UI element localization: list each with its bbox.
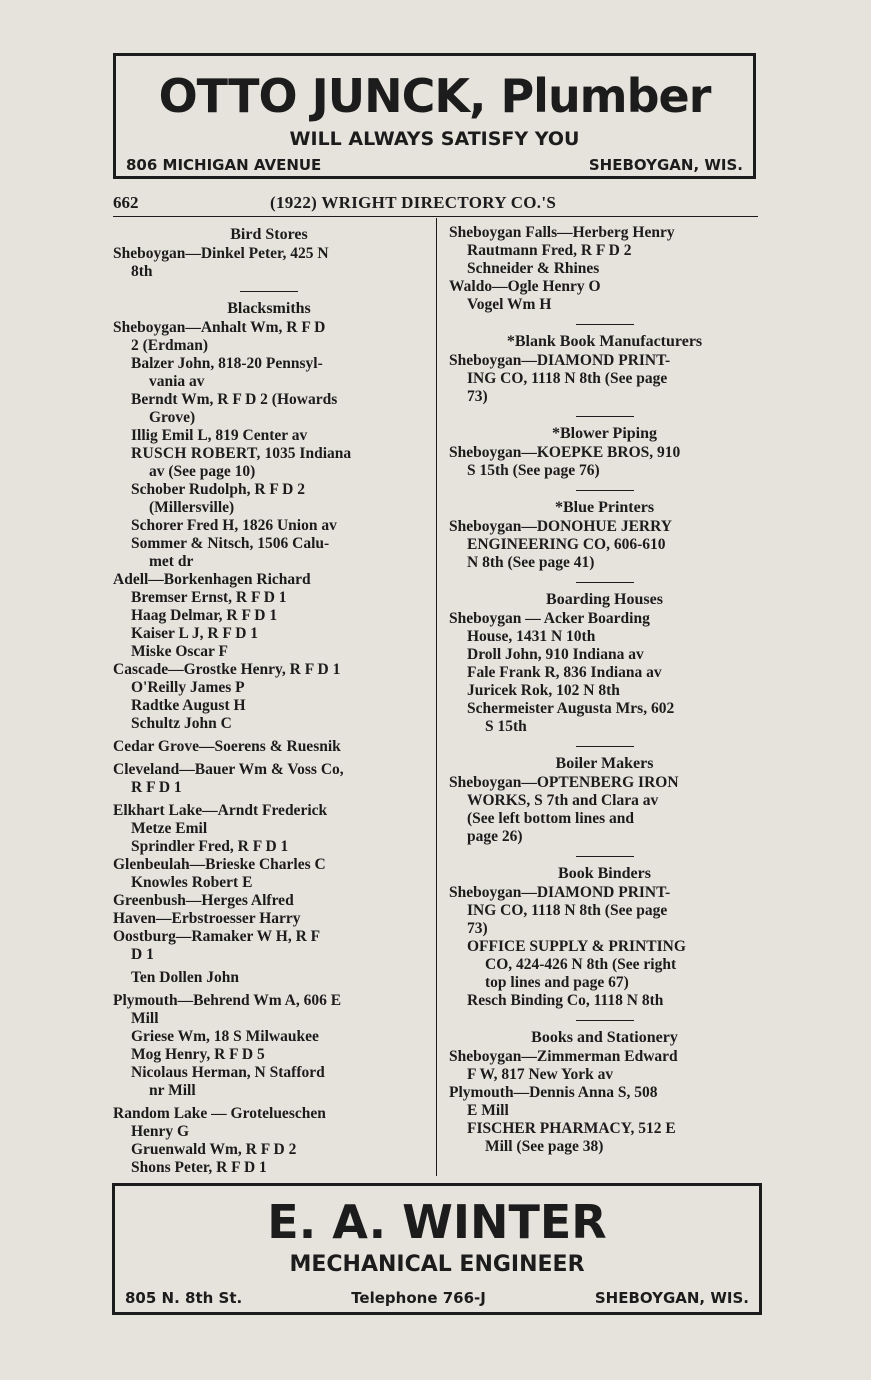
directory-entry xyxy=(113,738,425,756)
entry-line: Random Lake — Groteluesche​n xyxy=(113,1105,326,1122)
entry-line: page 26) xyxy=(467,828,523,845)
entry-line: Schober Rudolph, R F D 2 xyxy=(131,481,305,498)
directory-entry xyxy=(113,856,425,874)
ad-address-row xyxy=(116,156,753,174)
section-separator xyxy=(576,490,634,491)
directory-entry xyxy=(449,938,760,992)
section-heading: *Blue Printers xyxy=(554,499,655,516)
entry-line: Elkhart Lake—Arndt Frederick xyxy=(113,802,328,819)
entry-line: Sheboygan—DIAMOND PRINT- xyxy=(449,884,671,901)
directory-entry xyxy=(113,427,425,445)
directory-entry xyxy=(113,761,425,797)
section-heading: Bird Stores xyxy=(230,226,308,243)
entry-line: WORKS, S 7th and Clara av xyxy=(467,792,659,809)
directory-entry xyxy=(449,242,760,260)
directory-entry xyxy=(449,992,760,1010)
entry-line: Sheboygan Falls—Herberg Henry xyxy=(449,224,675,241)
entry-line: R F D 1 xyxy=(131,779,182,796)
entry-line: Kaiser L J, R F D 1 xyxy=(131,625,259,642)
right-column xyxy=(449,224,760,1156)
directory-entry xyxy=(113,928,425,964)
directory-entry xyxy=(113,697,425,715)
directory-entry xyxy=(113,391,425,427)
section-heading: *Blank Book Manufacturers xyxy=(506,333,703,350)
directory-entry xyxy=(113,838,425,856)
entry-line: Ten Dollen John xyxy=(131,969,239,986)
entry-line: Rautmann Fred, R F D 2 xyxy=(467,242,632,259)
entry-line: Vogel Wm H xyxy=(467,296,552,313)
ad-contact-row xyxy=(115,1289,759,1307)
section-heading: Boiler Makers xyxy=(555,755,654,772)
ad-telephone: Telephone 766-J xyxy=(351,1289,486,1307)
section-separator xyxy=(576,324,634,325)
directory-entry xyxy=(113,517,425,535)
directory-entry xyxy=(449,278,760,296)
directory-entry xyxy=(113,715,425,733)
directory-entry xyxy=(113,535,425,571)
entry-line: Adell—Borkenhagen Richard xyxy=(113,571,311,588)
entry-line: Radtke August H xyxy=(131,697,246,714)
entry-line: N 8th (See page 41) xyxy=(467,554,595,571)
bottom-advertisement xyxy=(112,1183,762,1315)
directory-entry xyxy=(113,820,425,838)
section-separator xyxy=(576,416,634,417)
ad-city: SHEBOYGAN, WIS. xyxy=(594,1289,749,1307)
section-separator xyxy=(576,1020,634,1021)
entry-line: Mill (See page 38) xyxy=(485,1138,604,1155)
entry-line: Shons Peter, R F D 1 xyxy=(131,1159,267,1176)
directory-entry xyxy=(449,352,760,406)
directory-entry xyxy=(113,355,425,391)
entry-line: met dr xyxy=(149,553,194,570)
directory-entry xyxy=(449,700,760,736)
entry-line: nr Mill xyxy=(149,1082,196,1099)
entry-line: ENGINEERING CO, 606-610 xyxy=(467,536,666,553)
section-heading: Book Binders xyxy=(558,865,651,882)
entry-line: top lines and page 67) xyxy=(485,974,629,991)
entry-line: ING CO, 1118 N 8th (See page xyxy=(467,370,668,387)
directory-entry xyxy=(113,1105,425,1141)
entry-line: Bremser Ernst, R F D 1 xyxy=(131,589,287,606)
entry-line: Haag Delmar, R F D 1 xyxy=(131,607,278,624)
directory-entry xyxy=(113,1064,425,1100)
entry-line: Sheboygan—Zimmerman Edward xyxy=(449,1048,678,1065)
entry-line: Gruenwald Wm, R F D 2 xyxy=(131,1141,297,1158)
entry-line: ING CO, 1118 N 8th (See page xyxy=(467,902,668,919)
left-column xyxy=(113,224,425,1177)
entry-line: Sheboygan—OPTENBERG IRON xyxy=(449,774,679,791)
entry-line: Henry G xyxy=(131,1123,190,1140)
entry-line: Schorer Fred H, 1826 Union av xyxy=(131,517,337,534)
entry-line: Metze Emil xyxy=(131,820,208,837)
directory-entry xyxy=(449,1120,760,1156)
business-name: RUSCH ROBERT, xyxy=(131,445,261,462)
directory-entry xyxy=(449,296,760,314)
entry-line: Sheboygan—Dinkel Peter, 425 N xyxy=(113,245,329,262)
ad-city: SHEBOYGAN, WIS. xyxy=(588,156,743,174)
ad-address: 805 N. 8th St. xyxy=(125,1289,243,1307)
entry-line: 73) xyxy=(467,388,488,405)
directory-entry xyxy=(113,992,425,1028)
entry-line: Plymouth—Behrend Wm A, 606 E xyxy=(113,992,342,1009)
entry-line: Sheboygan—Anhalt Wm, R F D xyxy=(113,319,326,336)
entry-line: E Mill xyxy=(467,1102,509,1119)
directory-entry xyxy=(449,774,760,846)
directory-entry xyxy=(113,892,425,910)
ad-business-name: E. A. WINTER xyxy=(267,1195,607,1249)
directory-entry xyxy=(113,802,425,820)
entry-line: (Millersville) xyxy=(149,499,235,516)
section-separator xyxy=(576,856,634,857)
directory-entry xyxy=(113,1028,425,1046)
entry-line: CO, 424-426 N 8th (See right xyxy=(485,956,677,973)
entry-line: (See left bottom lines and xyxy=(467,810,635,827)
entry-line: Sheboygan—KOEPKE BROS, 910 xyxy=(449,444,681,461)
directory-entry xyxy=(113,910,425,928)
entry-line: Mog Henry, R F D 5 xyxy=(131,1046,265,1063)
directory-entry xyxy=(449,1084,760,1120)
entry-line: Berndt Wm, R F D 2 (Howards xyxy=(131,391,338,408)
entry-line: Illig Emil L, 819 Center av xyxy=(131,427,308,444)
entry-line: Sprindler Fred, R F D 1 xyxy=(131,838,289,855)
entry-line: 2 (Erdman) xyxy=(131,337,209,354)
entry-line: Greenbush—Herges Alfred xyxy=(113,892,294,909)
directory-entry xyxy=(113,607,425,625)
entry-line: Sheboygan—DIAMOND PRINT- xyxy=(449,352,671,369)
directory-entry xyxy=(113,319,425,355)
entry-line: Resch Binding Co, 1118 N 8th xyxy=(467,992,664,1009)
entry-line: Cascade—Grostke Henry, R F D 1 xyxy=(113,661,341,678)
directory-entry xyxy=(113,1159,425,1177)
directory-entry xyxy=(113,571,425,589)
section-separator xyxy=(576,746,634,747)
section-separator xyxy=(240,291,298,292)
entry-line: Sheboygan—DONOHUE JERRY xyxy=(449,518,672,535)
directory-entry xyxy=(449,610,760,646)
entry-line: Sommer & Nitsch, 1506 Calu- xyxy=(131,535,330,552)
directory-entry xyxy=(113,589,425,607)
section-separator xyxy=(576,582,634,583)
directory-entry xyxy=(113,874,425,892)
section-heading: *Blower Piping xyxy=(551,425,658,442)
section-heading: Boarding Houses xyxy=(546,591,663,608)
entry-line: S 15th (See page 76) xyxy=(467,462,600,479)
directory-entry xyxy=(113,445,425,481)
entry-line: Schultz John C xyxy=(131,715,232,732)
directory-entry xyxy=(113,679,425,697)
entry-line: Knowles Robert E xyxy=(131,874,253,891)
entry-line: Griese Wm, 18 S Milwaukee xyxy=(131,1028,319,1045)
entry-line: Balzer John, 818-20 Pennsyl- xyxy=(131,355,323,372)
entry-line: D 1 xyxy=(131,946,154,963)
directory-entry xyxy=(113,661,425,679)
entry-line: Plymouth—Dennis Anna S, 508 xyxy=(449,1084,658,1101)
directory-entry xyxy=(449,224,760,242)
entry-line: House, 1431 N 10th xyxy=(467,628,596,645)
entry-line: Waldo—Ogle Henry O xyxy=(449,278,601,295)
directory-entry xyxy=(449,664,760,682)
entry-line: Schneider & Rhines xyxy=(467,260,600,277)
entry-line: Cedar Grove—Soerens & Ruesnik xyxy=(113,738,341,755)
entry-line: 8th xyxy=(131,263,153,280)
entry-line: av (See page 10) xyxy=(149,463,256,480)
entry-line: Mill xyxy=(131,1010,159,1027)
ad-address: 806 MICHIGAN AVENUE xyxy=(126,156,322,174)
directory-entry xyxy=(449,1048,760,1084)
entry-line: Fale Frank R, 836 Indiana av xyxy=(467,664,662,681)
entry-line: Schermeister Augusta Mrs, 602 xyxy=(467,700,675,717)
entry-line: F W, 817 New York av xyxy=(467,1066,614,1083)
entry-line: Nicolaus Herman, N Stafford xyxy=(131,1064,325,1081)
section-heading: Books and Stationery xyxy=(531,1029,678,1046)
page-number: 662 xyxy=(113,193,139,212)
top-advertisement xyxy=(113,53,756,179)
directory-entry xyxy=(113,1141,425,1159)
directory-entry xyxy=(449,884,760,938)
entry-line: Glenbeulah—Brieske Charles C xyxy=(113,856,326,873)
entry-line: Oostburg—Ramaker W H, R F xyxy=(113,928,321,945)
ad-business-name: OTTO JUNCK, Plumber xyxy=(158,69,711,123)
directory-entry xyxy=(113,643,425,661)
directory-entry xyxy=(449,260,760,278)
header-rule xyxy=(113,216,758,217)
directory-entry xyxy=(113,1046,425,1064)
directory-entry xyxy=(113,245,425,281)
ad-profession: MECHANICAL ENGINEER xyxy=(289,1252,585,1277)
column-divider xyxy=(436,218,437,1176)
directory-entry xyxy=(113,625,425,643)
entry-line: Sheboygan — Acker Boarding xyxy=(449,610,650,627)
directory-entry xyxy=(113,481,425,517)
directory-entry xyxy=(449,518,760,572)
entry-line: RUSCH ROBERT, 1035 Indiana xyxy=(131,445,352,462)
section-heading: Blacksmiths xyxy=(227,300,311,317)
entry-line: 73) xyxy=(467,920,488,937)
entry-line: O'Reilly James P xyxy=(131,679,245,696)
entry-line: vania av xyxy=(149,373,205,390)
directory-entry xyxy=(449,444,760,480)
entry-line: Haven—Erbstroesser Harry xyxy=(113,910,301,927)
entry-line: OFFICE SUPPLY & PRINTING xyxy=(467,938,686,955)
entry-line: Grove) xyxy=(149,409,196,426)
ad-slogan: WILL ALWAYS SATISFY YOU xyxy=(289,128,580,150)
page-title: (1922) WRIGHT DIRECTORY CO.'S xyxy=(270,193,557,212)
directory-entry xyxy=(449,682,760,700)
directory-entry xyxy=(113,969,425,987)
directory-entry xyxy=(449,646,760,664)
entry-line: Miske Oscar F xyxy=(131,643,229,660)
entry-line: Cleveland—Bauer Wm & Voss Co, xyxy=(113,761,344,778)
entry-line: S 15th xyxy=(485,718,527,735)
entry-line: Droll John, 910 Indiana av xyxy=(467,646,644,663)
entry-line: FISCHER PHARMACY, 512 E xyxy=(467,1120,676,1137)
entry-line: Juricek Rok, 102 N 8th xyxy=(467,682,620,699)
